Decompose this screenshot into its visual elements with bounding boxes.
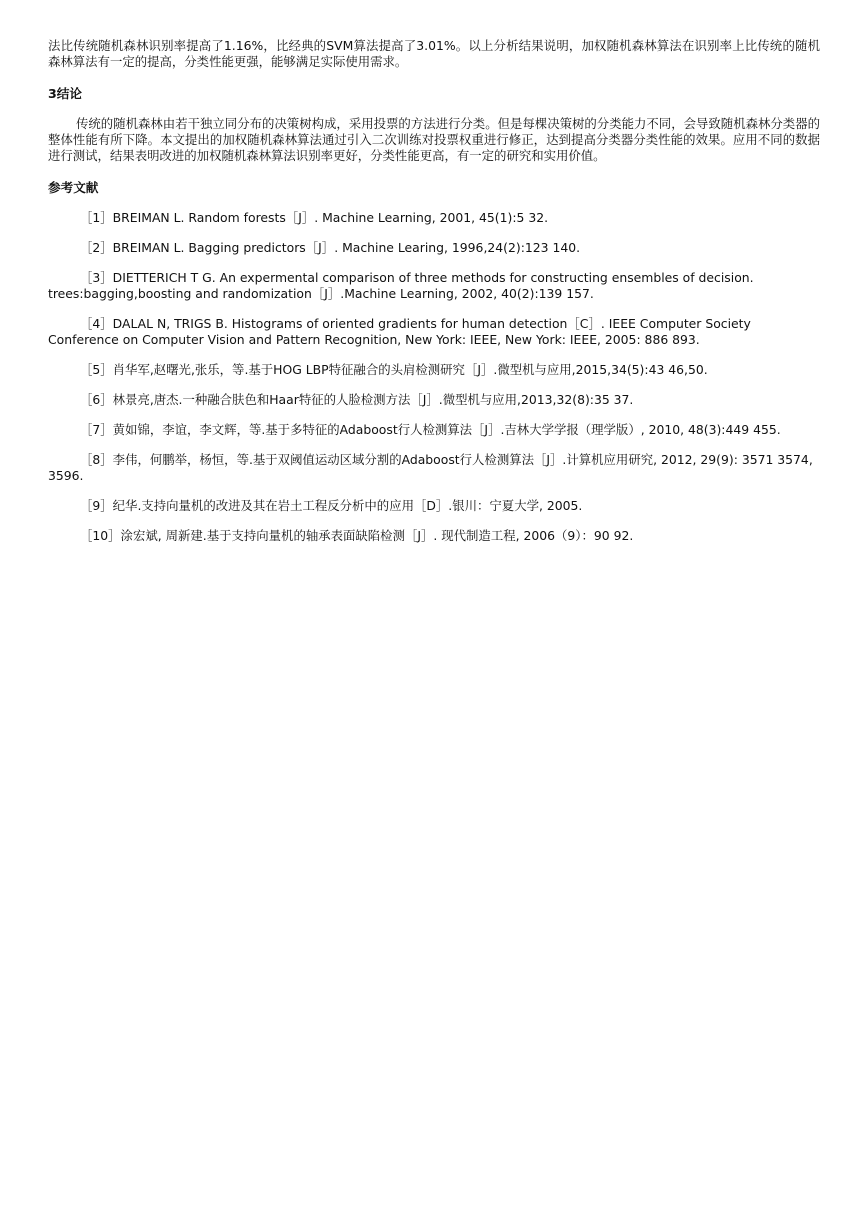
references-heading: 参考文献 xyxy=(48,180,99,195)
reference-item-5: ［5］肖华军,赵曙光,张乐，等.基于HOG LBP特征融合的头肩检测研究［J］.微型机与应用,2015,34(5):43 46,50. xyxy=(80,362,708,377)
reference-item-2: ［2］BREIMAN L. Bagging predictors［J］. Machine Learing, 1996,24(2):123 140. xyxy=(80,240,581,255)
conclusion-paragraph: 传统的随机森林由若干独立同分布的决策树构成，采用投票的方法进行分类。但是每棵决策树的分类能力不同，会导致随机森林分类器的整体性能有所下降。本文提出的加权随机森林算法通过引入二次训练对投票权重进行修正，达到提高分类器分类性能的效果。应用不同的数据进行测试，结果表明改进的加权随机森林算法识别率更好，分类性能更高，有一定的研究和实用价值。 xyxy=(48,116,820,163)
reference-item-6: ［6］林景亮,唐杰.一种融合肤色和Haar特征的人脸检测方法［J］.微型机与应用,2013,32(8):35 37. xyxy=(80,392,634,407)
reference-item-9: ［9］纪华.支持向量机的改进及其在岩土工程反分析中的应用［D］.银川：宁夏大学, 2005. xyxy=(80,498,583,513)
reference-item-1: ［1］BREIMAN L. Random forests［J］. Machine Learning, 2001, 45(1):5 32. xyxy=(80,210,549,225)
reference-item-3: ［3］DIETTERICH T G. An expermental comparison of three methods for constructing ensembles of decision. trees:bagging,boosting and randomization［J］.Machine Learning, 2002, 40(2):139 157. xyxy=(48,270,754,301)
reference-item-8: ［8］李伟，何鹏举，杨恒，等.基于双阈值运动区域分割的Adaboost行人检测算法［J］.计算机应用研究, 2012, 29(9): 3571 3574, 3596. xyxy=(48,452,813,483)
reference-list xyxy=(48,210,820,544)
reference-item-7: ［7］黄如锦，李谊，李文辉，等.基于多特征的Adaboost行人检测算法［J］.吉林大学学报（理学版）, 2010, 48(3):449 455. xyxy=(80,422,781,437)
reference-item-10: ［10］涂宏斌, 周新建.基于支持向量机的轴承表面缺陷检测［J］. 现代制造工程, 2006（9）：90 92. xyxy=(80,528,634,543)
document-page xyxy=(48,38,820,558)
conclusion-heading: 3结论 xyxy=(48,86,82,101)
intro-paragraph: 法比传统随机森林识别率提高了1.16%，比经典的SVM算法提高了3.01%。以上分析结果说明，加权随机森林算法在识别率上比传统的随机森林算法有一定的提高，分类性能更强，能够满足实际使用需求。 xyxy=(48,38,820,69)
reference-item-4: ［4］DALAL N, TRIGS B. Histograms of oriented gradients for human detection［C］. IEEE Computer Society Conference on Computer Vision and Pattern Recognition, New York: IEEE, New York: IEEE, 2005: 886 893. xyxy=(48,316,751,347)
